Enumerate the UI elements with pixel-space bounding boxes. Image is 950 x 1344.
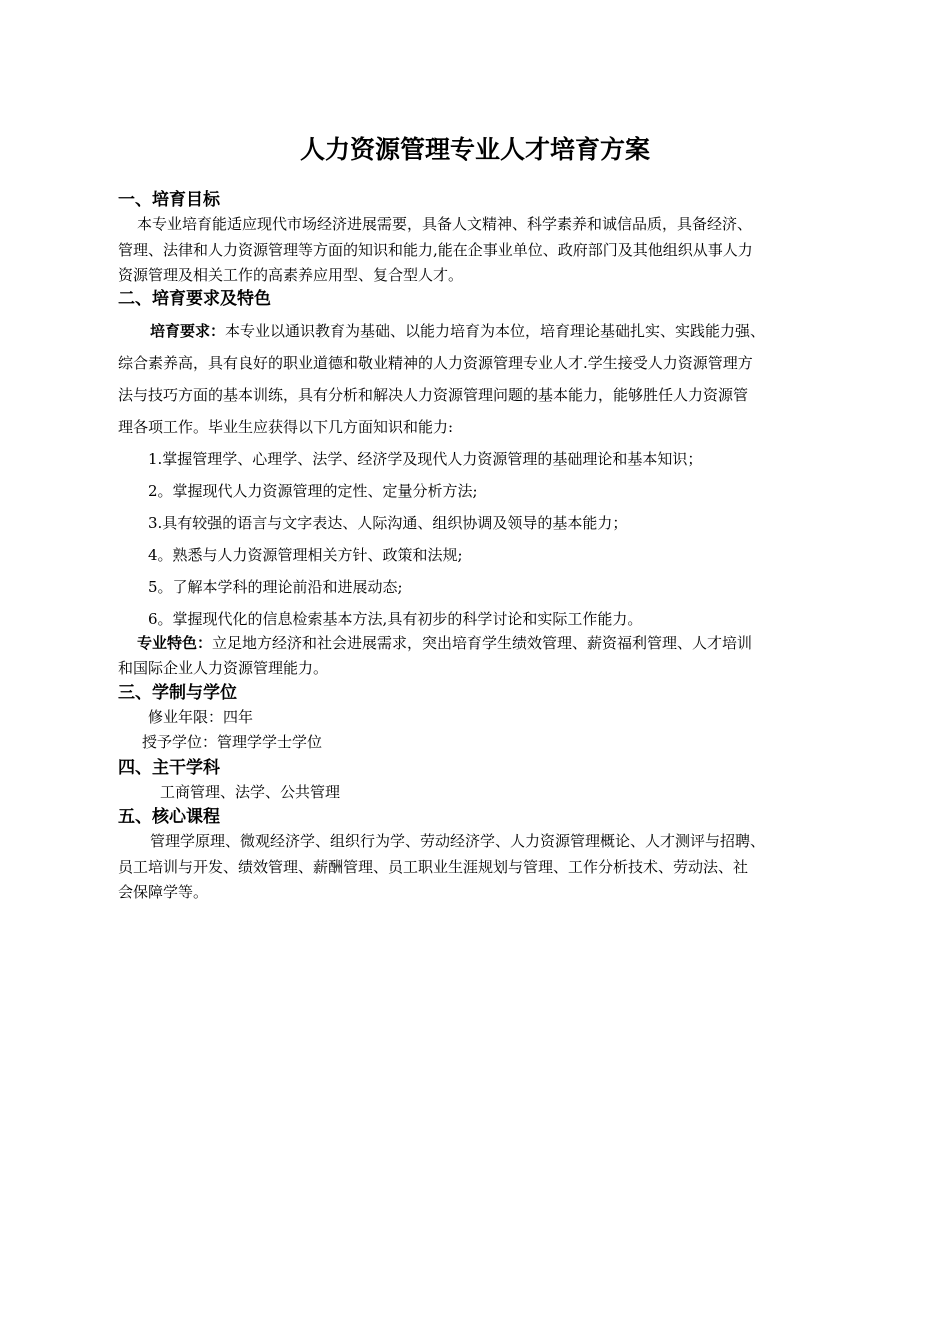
feature-line-1 (137, 632, 752, 654)
ability-item-6: 6。掌握现代化的信息检索基本方法,具有初步的科学讨论和实际工作能力。 (148, 610, 643, 628)
requirements-label: 培育要求： (150, 322, 226, 340)
main-disciplines: 工商管理、法学、公共管理 (160, 783, 341, 801)
ability-item-2: 2。掌握现代人力资源管理的定性、定量分析方法; (148, 482, 478, 500)
ability-item-4: 4。熟悉与人力资源管理相关方针、政策和法规; (148, 546, 463, 564)
ability-item-5: 5。了解本学科的理论前沿和进展动态; (148, 578, 403, 596)
section-heading-core-courses: 五、核心课程 (118, 807, 220, 827)
requirements-text-1: 本专业以通识教育为基础、以能力培育为本位，培育理论基础扎实、实践能力强、 (225, 322, 766, 340)
page-title: 人力资源管理专业人才培育方案 (299, 135, 650, 164)
section-heading-requirements: 二、培育要求及特色 (118, 289, 271, 309)
core-courses-line-3: 会保障学等。 (118, 883, 209, 901)
goal-line-3: 资源管理及相关工作的高素养应用型、复合型人才。 (118, 266, 464, 284)
core-courses-line-1: 管理学原理、微观经济学、组织行为学、劳动经济学、人力资源管理概论、人才测评与招聘、 (150, 832, 766, 850)
section-heading-goal: 一、培育目标 (118, 190, 220, 210)
ability-item-3: 3.具有较强的语言与文字表达、人际沟通、组织协调及领导的基本能力； (148, 514, 628, 532)
requirements-line-1 (150, 320, 765, 342)
degree-awarded: 授予学位：管理学学士学位 (142, 733, 323, 751)
feature-label: 专业特色： (137, 634, 213, 652)
requirements-line-4: 理各项工作。毕业生应获得以下几方面知识和能力: (118, 418, 454, 436)
feature-text-1: 立足地方经济和社会进展需求，突出培育学生绩效管理、薪资福利管理、人才培训 (212, 634, 753, 652)
requirements-line-2: 综合素养高，具有良好的职业道德和敬业精神的人力资源管理专业人才.学生接受人力资源管理方 (118, 354, 753, 372)
section-heading-duration-degree: 三、学制与学位 (118, 683, 237, 703)
goal-line-2: 管理、法律和人力资源管理等方面的知识和能力,能在企事业单位、政府部门及其他组织从事人力 (118, 241, 753, 259)
feature-line-2: 和国际企业人力资源管理能力。 (118, 659, 329, 677)
core-courses-line-2: 员工培训与开发、绩效管理、薪酬管理、员工职业生涯规划与管理、工作分析技术、劳动法、社 (118, 858, 749, 876)
section-heading-main-disciplines: 四、主干学科 (118, 758, 220, 778)
ability-item-1: 1.掌握管理学、心理学、法学、经济学及现代人力资源管理的基础理论和基本知识； (148, 450, 703, 468)
goal-line-1: 本专业培育能适应现代市场经济进展需要，具备人文精神、科学素养和诚信品质，具备经济、 (137, 215, 753, 233)
requirements-line-3: 法与技巧方面的基本训练，具有分析和解决人力资源管理问题的基本能力，能够胜任人力资源管 (118, 386, 749, 404)
study-duration: 修业年限：四年 (148, 708, 254, 726)
